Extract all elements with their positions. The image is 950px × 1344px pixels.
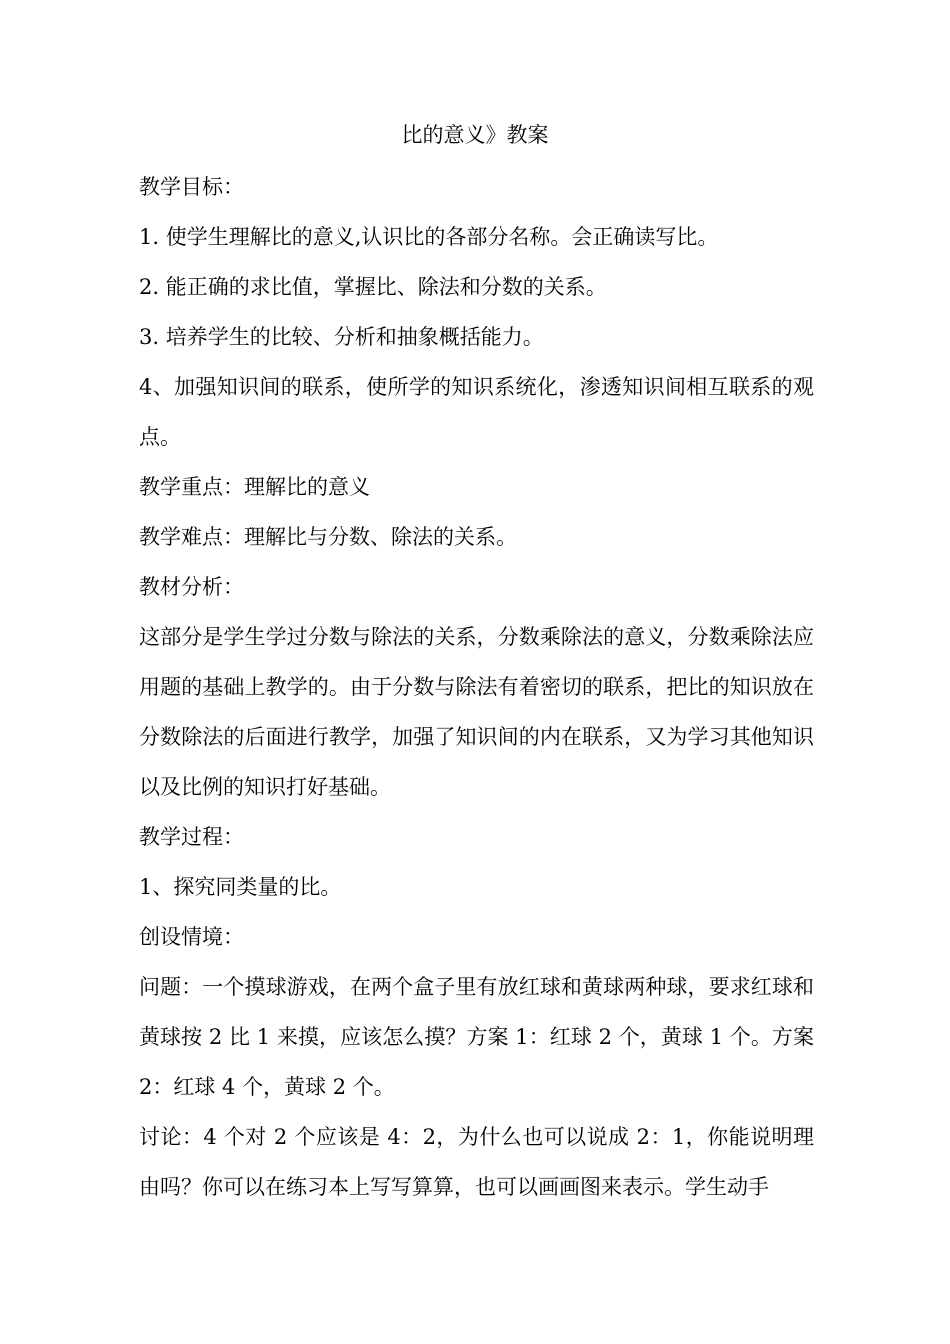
objective-item-1: 1. 使学生理解比的意义,认识比的各部分名称。会正确读写比。 [139, 225, 719, 249]
document-title: 比的意义》教案 [401, 123, 549, 147]
section-heading-process: 教学过程： [139, 825, 244, 849]
objective-item-2: 2. 能正确的求比值，掌握比、除法和分数的关系。 [139, 275, 607, 299]
process-step-1: 1、探究同类量的比。 [139, 875, 342, 899]
objective-item-4: 4、加强知识间的联系，使所学的知识系统化，渗透知识间相互联系的观点。 [139, 375, 814, 449]
discussion-paragraph: 讨论：4 个对 2 个应该是 4：2，为什么也可以说成 2：1，你能说明理由吗？你可以在练习本上写写算算，也可以画画图来表示。学生动手 [139, 1125, 814, 1199]
teaching-focus: 教学重点：理解比的意义 [139, 475, 370, 499]
section-heading-scenario: 创设情境： [139, 925, 244, 949]
objective-item-3: 3. 培养学生的比较、分析和抽象概括能力。 [139, 325, 544, 349]
scenario-question: 问题：一个摸球游戏，在两个盒子里有放红球和黄球两种球，要求红球和黄球按 2 比 1 来摸，应该怎么摸？方案 1：红球 2 个，黄球 1 个。方案 2：红球 4 个，黄球 2 个。 [139, 975, 814, 1099]
document-body [139, 162, 814, 1212]
teaching-difficulty: 教学难点：理解比与分数、除法的关系。 [139, 525, 517, 549]
section-heading-objectives: 教学目标： [139, 175, 244, 199]
section-heading-analysis: 教材分析： [139, 575, 244, 599]
analysis-paragraph: 这部分是学生学过分数与除法的关系，分数乘除法的意义，分数乘除法应用题的基础上教学的。由于分数与除法有着密切的联系，把比的知识放在分数除法的后面进行教学，加强了知识间的内在联系，又为学习其他知识以及比例的知识打好基础。 [139, 625, 814, 799]
